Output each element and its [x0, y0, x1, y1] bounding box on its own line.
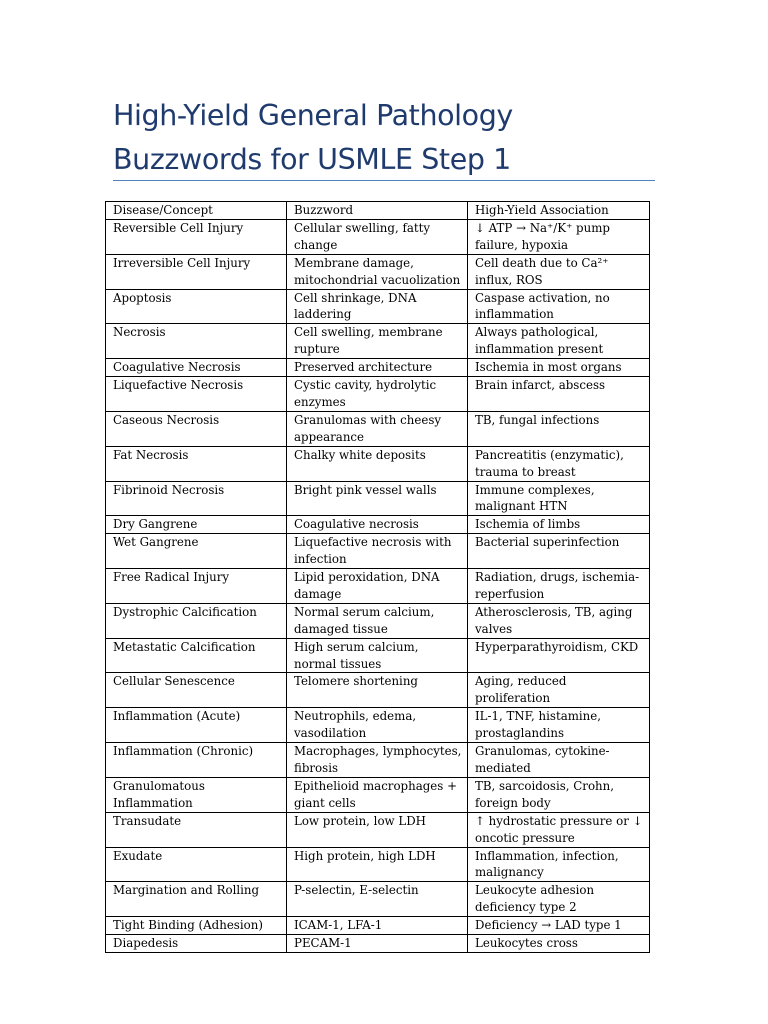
association-cell: Ischemia of limbs	[468, 516, 650, 534]
disease-concept-cell: Fibrinoid Necrosis	[106, 481, 287, 516]
disease-concept-cell: Exudate	[106, 847, 287, 882]
buzzword-cell: Chalky white deposits	[287, 446, 468, 481]
association-cell: ↓ ATP → Na⁺/K⁺ pump failure, hypoxia	[468, 219, 650, 254]
association-cell: Atherosclerosis, TB, aging valves	[468, 603, 650, 638]
buzzword-cell: Epithelioid macrophages + giant cells	[287, 777, 468, 812]
table-row	[106, 219, 650, 254]
association-cell: Granulomas, cytokine-mediated	[468, 743, 650, 778]
table-row	[106, 359, 650, 377]
association-cell: TB, fungal infections	[468, 411, 650, 446]
disease-concept-cell: Margination and Rolling	[106, 882, 287, 917]
disease-concept-cell: Dystrophic Calcification	[106, 603, 287, 638]
buzzword-cell: PECAM-1	[287, 935, 468, 953]
table-row	[106, 673, 650, 708]
table-row	[106, 516, 650, 534]
table-row	[106, 638, 650, 673]
table-row	[106, 812, 650, 847]
disease-concept-cell: Dry Gangrene	[106, 516, 287, 534]
buzzword-cell: High protein, high LDH	[287, 847, 468, 882]
buzzword-cell: Cellular swelling, fatty change	[287, 219, 468, 254]
table-row	[106, 324, 650, 359]
title-line-2: Buzzwords for USMLE Step 1	[113, 143, 511, 176]
disease-concept-cell: Irreversible Cell Injury	[106, 254, 287, 289]
disease-concept-cell: Liquefactive Necrosis	[106, 377, 287, 412]
buzzword-cell: Bright pink vessel walls	[287, 481, 468, 516]
header-disease-concept: Disease/Concept	[106, 202, 287, 220]
table-row	[106, 411, 650, 446]
association-cell: Always pathological, inflammation present	[468, 324, 650, 359]
header-buzzword: Buzzword	[287, 202, 468, 220]
table-row	[106, 917, 650, 935]
association-cell: Pancreatitis (enzymatic), trauma to breast	[468, 446, 650, 481]
buzzword-cell: Preserved architecture	[287, 359, 468, 377]
buzzword-table	[105, 201, 650, 953]
table-row	[106, 708, 650, 743]
association-cell: Ischemia in most organs	[468, 359, 650, 377]
buzzword-cell: Telomere shortening	[287, 673, 468, 708]
association-cell: Leukocytes cross	[468, 935, 650, 953]
disease-concept-cell: Reversible Cell Injury	[106, 219, 287, 254]
table-row	[106, 289, 650, 324]
disease-concept-cell: Apoptosis	[106, 289, 287, 324]
association-cell: Immune complexes, malignant HTN	[468, 481, 650, 516]
table-header-row	[106, 202, 650, 220]
disease-concept-cell: Tight Binding (Adhesion)	[106, 917, 287, 935]
association-cell: IL-1, TNF, histamine, prostaglandins	[468, 708, 650, 743]
table-row	[106, 847, 650, 882]
disease-concept-cell: Caseous Necrosis	[106, 411, 287, 446]
title-underline	[113, 180, 655, 181]
buzzword-cell: Low protein, low LDH	[287, 812, 468, 847]
title-line-1: High-Yield General Pathology	[113, 99, 513, 132]
buzzword-cell: Granulomas with cheesy appearance	[287, 411, 468, 446]
buzzword-cell: Macrophages, lymphocytes, fibrosis	[287, 743, 468, 778]
disease-concept-cell: Coagulative Necrosis	[106, 359, 287, 377]
buzzword-cell: Neutrophils, edema, vasodilation	[287, 708, 468, 743]
disease-concept-cell: Granulomatous Inflammation	[106, 777, 287, 812]
association-cell: Aging, reduced proliferation	[468, 673, 650, 708]
association-cell: Cell death due to Ca²⁺ influx, ROS	[468, 254, 650, 289]
table-row	[106, 603, 650, 638]
table-row	[106, 935, 650, 953]
disease-concept-cell: Cellular Senescence	[106, 673, 287, 708]
disease-concept-cell: Necrosis	[106, 324, 287, 359]
header-high-yield-association: High-Yield Association	[468, 202, 650, 220]
table-row	[106, 481, 650, 516]
table-row	[106, 569, 650, 604]
table-row	[106, 446, 650, 481]
buzzword-cell: Coagulative necrosis	[287, 516, 468, 534]
association-cell: Inflammation, infection, malignancy	[468, 847, 650, 882]
association-cell: Radiation, drugs, ischemia-reperfusion	[468, 569, 650, 604]
table-row	[106, 534, 650, 569]
document-title	[113, 94, 673, 182]
disease-concept-cell: Metastatic Calcification	[106, 638, 287, 673]
table-body	[106, 219, 650, 952]
association-cell: Caspase activation, no inflammation	[468, 289, 650, 324]
disease-concept-cell: Inflammation (Acute)	[106, 708, 287, 743]
disease-concept-cell: Transudate	[106, 812, 287, 847]
disease-concept-cell: Diapedesis	[106, 935, 287, 953]
buzzword-cell: High serum calcium, normal tissues	[287, 638, 468, 673]
association-cell: Bacterial superinfection	[468, 534, 650, 569]
association-cell: ↑ hydrostatic pressure or ↓ oncotic pressure	[468, 812, 650, 847]
buzzword-cell: P-selectin, E-selectin	[287, 882, 468, 917]
association-cell: TB, sarcoidosis, Crohn, foreign body	[468, 777, 650, 812]
buzzword-cell: Lipid peroxidation, DNA damage	[287, 569, 468, 604]
disease-concept-cell: Inflammation (Chronic)	[106, 743, 287, 778]
buzzword-cell: Membrane damage, mitochondrial vacuolization	[287, 254, 468, 289]
disease-concept-cell: Free Radical Injury	[106, 569, 287, 604]
buzzword-cell: Liquefactive necrosis with infection	[287, 534, 468, 569]
association-cell: Brain infarct, abscess	[468, 377, 650, 412]
association-cell: Deficiency → LAD type 1	[468, 917, 650, 935]
association-cell: Leukocyte adhesion deficiency type 2	[468, 882, 650, 917]
buzzword-cell: Normal serum calcium, damaged tissue	[287, 603, 468, 638]
table-row	[106, 777, 650, 812]
buzzword-cell: Cell swelling, membrane rupture	[287, 324, 468, 359]
buzzword-cell: ICAM-1, LFA-1	[287, 917, 468, 935]
disease-concept-cell: Fat Necrosis	[106, 446, 287, 481]
table-row	[106, 882, 650, 917]
table-row	[106, 254, 650, 289]
disease-concept-cell: Wet Gangrene	[106, 534, 287, 569]
association-cell: Hyperparathyroidism, CKD	[468, 638, 650, 673]
table-row	[106, 743, 650, 778]
buzzword-cell: Cystic cavity, hydrolytic enzymes	[287, 377, 468, 412]
buzzword-cell: Cell shrinkage, DNA laddering	[287, 289, 468, 324]
table-row	[106, 377, 650, 412]
